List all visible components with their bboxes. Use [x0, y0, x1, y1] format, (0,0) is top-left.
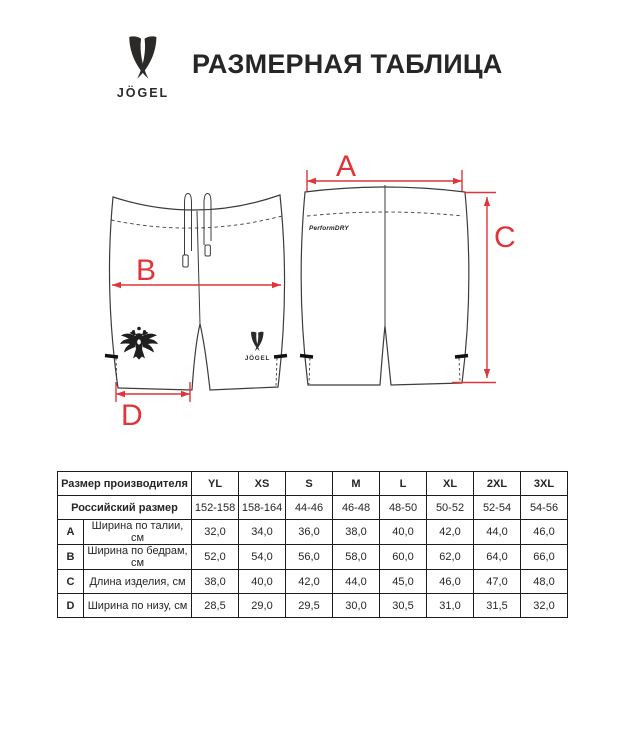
measurement-value: 48,0	[521, 570, 568, 594]
dimension-label-d: D	[121, 399, 143, 432]
size-col-header: YL	[192, 472, 239, 496]
measurement-value: 45,0	[380, 570, 427, 594]
dimension-label-c: C	[494, 221, 516, 254]
measurement-label: Ширина по низу, см	[84, 594, 192, 618]
russian-size-value: 52-54	[474, 496, 521, 520]
brand-wordmark: JÖGEL	[116, 86, 170, 100]
measurement-value: 32,0	[521, 594, 568, 618]
manufacturer-size-label: Размер производителя	[58, 472, 192, 496]
measurement-value: 40,0	[380, 520, 427, 545]
russian-size-value: 50-52	[427, 496, 474, 520]
measurement-value: 46,0	[427, 570, 474, 594]
size-col-header: 2XL	[474, 472, 521, 496]
dimension-label-a: A	[336, 150, 357, 183]
size-col-header: XL	[427, 472, 474, 496]
table-row-measurement-a	[58, 520, 568, 545]
measurement-key: C	[58, 570, 84, 594]
russian-size-value: 44-46	[286, 496, 333, 520]
russian-size-value: 46-48	[333, 496, 380, 520]
russian-size-value: 54-56	[521, 496, 568, 520]
russian-size-label: Российский размер	[58, 496, 192, 520]
measurement-key: B	[58, 545, 84, 570]
measurement-value: 29,5	[286, 594, 333, 618]
measurement-key: D	[58, 594, 84, 618]
size-table	[57, 471, 568, 618]
measurement-value: 30,0	[333, 594, 380, 618]
brand-logo	[110, 34, 176, 106]
measurement-value: 36,0	[286, 520, 333, 545]
measurement-value: 66,0	[521, 545, 568, 570]
russian-size-value: 152-158	[192, 496, 239, 520]
measurement-value: 62,0	[427, 545, 474, 570]
measurement-value: 64,0	[474, 545, 521, 570]
measurement-value: 32,0	[192, 520, 239, 545]
table-row-measurement-b	[58, 545, 568, 570]
russian-size-value: 158-164	[239, 496, 286, 520]
measurement-label: Ширина по талии, см	[84, 520, 192, 545]
measurement-value: 31,5	[474, 594, 521, 618]
size-col-header: XS	[239, 472, 286, 496]
table-row-manufacturer-size	[58, 472, 568, 496]
measurement-value: 44,0	[474, 520, 521, 545]
jogel-v-icon	[110, 34, 176, 106]
measurement-value: 58,0	[333, 545, 380, 570]
seam-tick	[274, 356, 287, 358]
shorts-measurement-diagram	[0, 140, 624, 470]
measurement-label: Ширина по бедрам, см	[84, 545, 192, 570]
measurement-value: 28,5	[192, 594, 239, 618]
russian-size-value: 48-50	[380, 496, 427, 520]
shorts-back-view	[300, 185, 469, 385]
measurement-value: 44,0	[333, 570, 380, 594]
measurement-value: 38,0	[192, 570, 239, 594]
measurement-value: 46,0	[521, 520, 568, 545]
measurement-value: 56,0	[286, 545, 333, 570]
table-row-measurement-c	[58, 570, 568, 594]
measurement-value: 42,0	[427, 520, 474, 545]
measurement-value: 60,0	[380, 545, 427, 570]
measurement-label: Длина изделия, см	[84, 570, 192, 594]
seam-tick	[455, 356, 468, 358]
size-col-header: 3XL	[521, 472, 568, 496]
measurement-value: 47,0	[474, 570, 521, 594]
table-row-measurement-d	[58, 594, 568, 618]
seam-tick	[300, 356, 313, 358]
measurement-value: 38,0	[333, 520, 380, 545]
measurement-value: 52,0	[192, 545, 239, 570]
dimension-label-b: B	[136, 254, 157, 287]
page-title: РАЗМЕРНАЯ ТАБЛИЦА	[192, 49, 503, 79]
front-leg-wordmark: JÖGEL	[244, 355, 271, 362]
measurement-value: 54,0	[239, 545, 286, 570]
size-col-header: M	[333, 472, 380, 496]
measurement-value: 29,0	[239, 594, 286, 618]
size-col-header: L	[380, 472, 427, 496]
measurement-value: 31,0	[427, 594, 474, 618]
measurement-value: 34,0	[239, 520, 286, 545]
measurement-value: 42,0	[286, 570, 333, 594]
size-col-header: S	[286, 472, 333, 496]
measurement-value: 40,0	[239, 570, 286, 594]
table-row-russian-size	[58, 496, 568, 520]
seam-tick	[105, 356, 118, 358]
fabric-label: PerformDRY	[309, 225, 349, 232]
measurement-key: A	[58, 520, 84, 545]
measurement-value: 30,5	[380, 594, 427, 618]
